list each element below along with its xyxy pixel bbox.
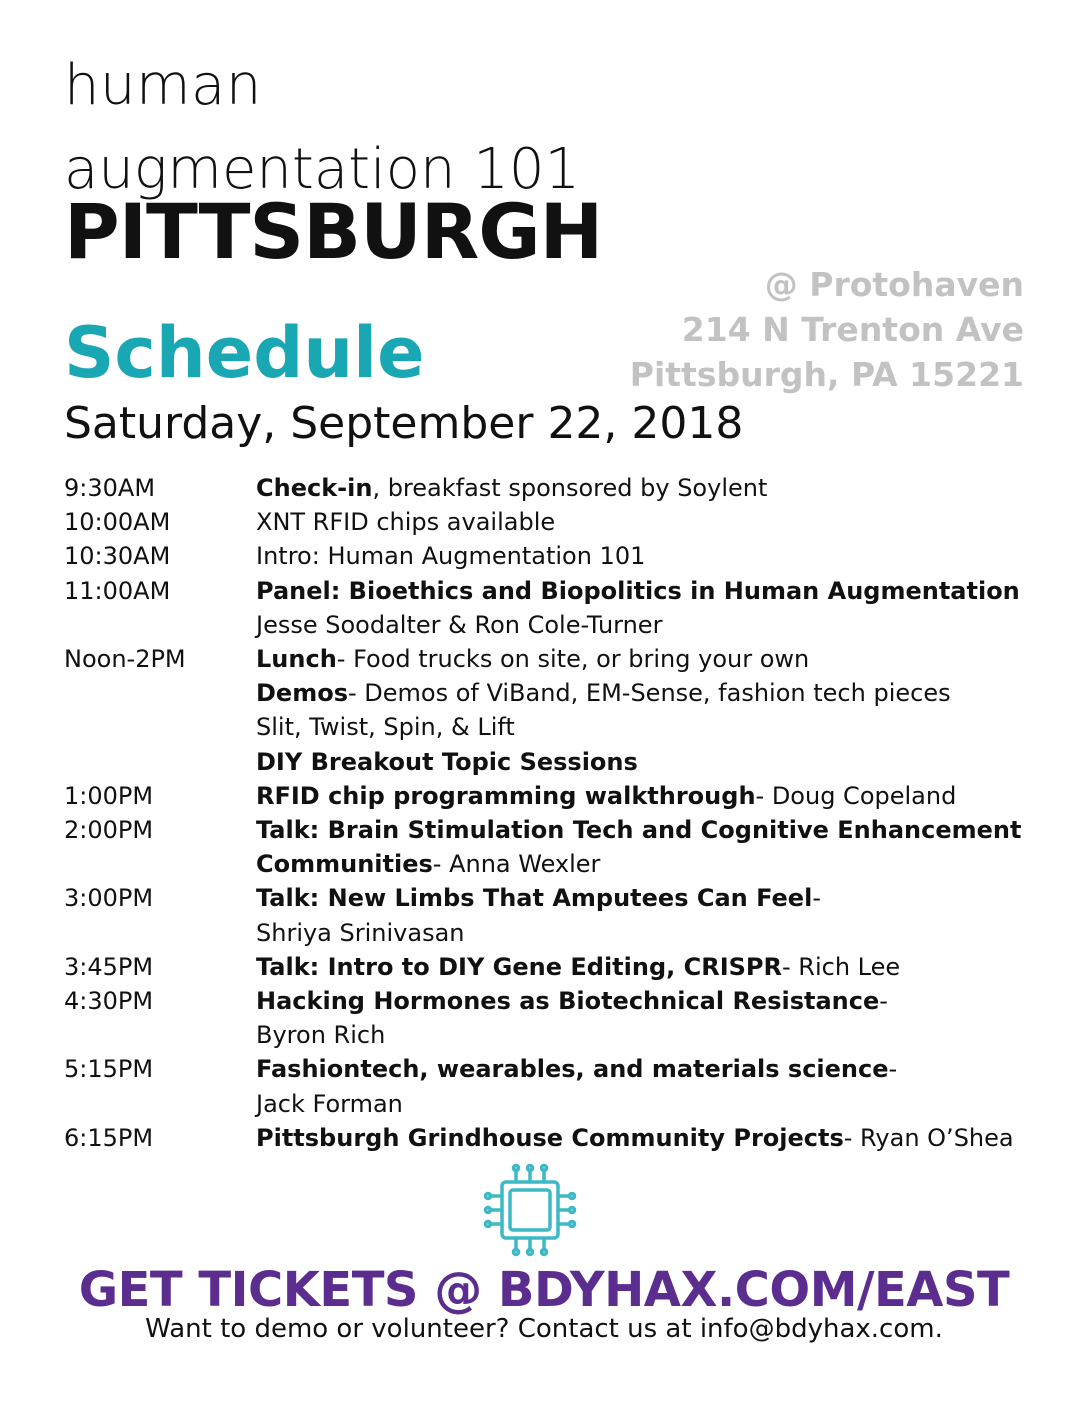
schedule-title: Lunch [256,645,337,674]
schedule-title: Demos [256,679,348,708]
venue-name: @ Protohaven [764,265,1024,304]
schedule-description [256,745,1044,779]
schedule-description [256,847,1044,881]
venue-address [630,262,1024,397]
event-date: Saturday, September 22, 2018 [64,398,744,449]
schedule-description [256,1018,1044,1052]
schedule-description [256,984,1044,1018]
schedule-time: 11:00AM [64,576,171,605]
schedule-title: Hacking Hormones as Biotechnical Resistance [256,987,880,1016]
schedule-time [64,916,256,950]
schedule-description [256,676,1044,710]
schedule-description [256,505,1044,539]
schedule-description [256,471,1044,505]
schedule-row [64,539,1044,573]
schedule-title: Talk: New Limbs That Amputees Can Feel [256,884,813,913]
schedule-description [256,916,1044,950]
schedule-detail: Shriya Srinivasan [256,918,465,947]
schedule-title: Communities [256,850,433,879]
schedule-time: 4:30PM [64,987,154,1016]
schedule-row [64,1018,1044,1052]
schedule-time [64,1087,256,1121]
schedule-title: Panel: Bioethics and Biopolitics in Human Augmentation [256,576,1020,605]
schedule-title: RFID chip programming walkthrough [256,781,756,810]
schedule-title: Fashiontech, wearables, and materials science [256,1055,889,1084]
schedule-row [64,950,1044,984]
schedule-row [64,608,1044,642]
schedule-list [64,471,1044,1155]
title-city: PITTSBURGH [64,187,603,276]
schedule-row [64,984,1044,1018]
schedule-detail: XNT RFID chips available [256,508,556,537]
schedule-detail: - Ryan O’Shea [843,1123,1014,1152]
schedule-detail: Jack Forman [256,1089,403,1118]
schedule-detail: Slit, Twist, Spin, & Lift [256,713,515,742]
schedule-detail: - [879,987,888,1016]
schedule-detail: - Doug Copeland [755,781,957,810]
title-human: human [64,53,262,118]
schedule-detail: Byron Rich [256,1021,386,1050]
schedule-title: Talk: Brain Stimulation Tech and Cognitive Enhancement [256,816,1022,845]
schedule-row [64,676,1044,710]
schedule-row [64,916,1044,950]
microchip-icon [482,1162,578,1258]
schedule-row [64,745,1044,779]
schedule-detail: , breakfast sponsored by Soylent [372,474,768,502]
schedule-description [256,950,1044,984]
schedule-time: 2:00PM [64,816,154,845]
schedule-row [64,471,1044,505]
venue-city: Pittsburgh, PA 15221 [629,355,1024,394]
schedule-detail: - Demos of ViBand, EM-Sense, fashion tech pieces [347,679,951,708]
title-augmentation: augmentation 101 [64,137,581,202]
tickets-link[interactable]: GET TICKETS @ BDYHAX.COM/EAST [78,1262,1010,1318]
schedule-row [64,779,1044,813]
schedule-description [256,779,1044,813]
schedule-description [256,1121,1044,1155]
schedule-detail: - [812,884,821,913]
schedule-time: 9:30AM [64,474,156,502]
schedule-time: 6:15PM [64,1123,154,1152]
schedule-row [64,505,1044,539]
schedule-row [64,1052,1044,1086]
schedule-row [64,710,1044,744]
schedule-detail: Intro: Human Augmentation 101 [256,542,646,571]
schedule-description [256,710,1044,744]
schedule-time [64,745,256,779]
schedule-description [256,642,1044,676]
schedule-time: 3:45PM [64,952,154,981]
schedule-time: 10:00AM [64,508,171,537]
schedule-time [64,608,256,642]
schedule-description [256,1052,1044,1086]
schedule-title: Check-in [256,474,373,502]
schedule-row [64,881,1044,915]
schedule-time: Noon-2PM [64,645,186,674]
schedule-description [256,539,1044,573]
schedule-row [64,1121,1044,1155]
schedule-detail: - Anna Wexler [432,850,601,879]
schedule-detail: Jesse Soodalter & Ron Cole-Turner [256,610,663,639]
schedule-time: 5:15PM [64,1055,154,1084]
schedule-time: 3:00PM [64,884,154,913]
schedule-title: Talk: Intro to DIY Gene Editing, CRISPR [256,952,782,981]
schedule-description [256,1087,1044,1121]
schedule-detail: - [888,1055,898,1084]
contact-line: Want to demo or volunteer? Contact us at info@bdyhax.com. [145,1314,943,1344]
venue-street: 214 N Trenton Ave [681,310,1024,349]
schedule-time [64,710,256,744]
schedule-row [64,1087,1044,1121]
schedule-row [64,574,1044,608]
schedule-detail: - Food trucks on site, or bring your own [336,645,810,674]
schedule-description [256,813,1044,847]
schedule-description [256,608,1044,642]
schedule-time: 10:30AM [64,542,171,571]
schedule-detail: - Rich Lee [782,952,901,981]
schedule-title: DIY Breakout Topic Sessions [256,747,638,776]
schedule-row [64,847,1044,881]
schedule-time [64,676,256,710]
schedule-heading: Schedule [64,312,425,394]
schedule-title: Pittsburgh Grindhouse Community Projects [256,1123,844,1152]
schedule-row [64,642,1044,676]
schedule-description [256,881,1044,915]
schedule-row [64,813,1044,847]
schedule-time: 1:00PM [64,781,154,810]
schedule-time [64,1018,256,1052]
schedule-description [256,574,1044,608]
schedule-time [64,847,256,881]
